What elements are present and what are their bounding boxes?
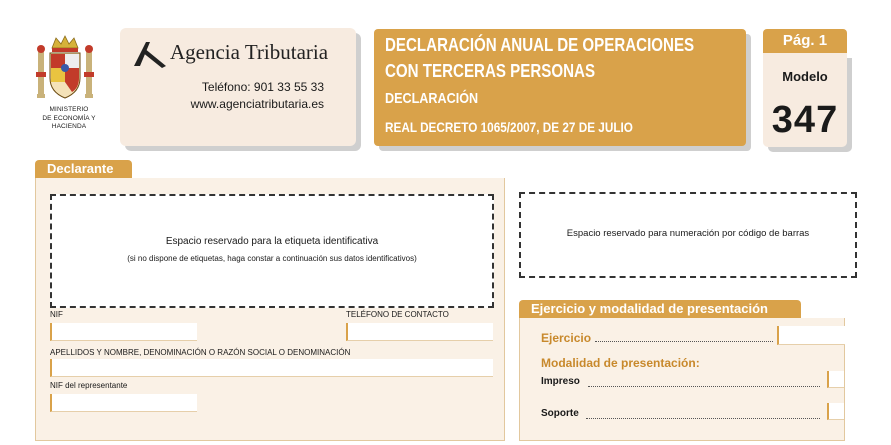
leader-dots — [586, 418, 820, 419]
rep-nif-input[interactable] — [50, 394, 197, 412]
modalidad-label: Modalidad de presentación: — [541, 356, 700, 370]
form-title-box — [374, 29, 746, 146]
agency-logo-icon — [132, 38, 168, 70]
model-number: 347 — [771, 99, 839, 141]
nif-input[interactable] — [50, 323, 197, 341]
name-input[interactable] — [50, 359, 493, 377]
agency-name: Agencia Tributaria — [170, 40, 329, 64]
agency-box — [120, 28, 356, 146]
barcode-space — [519, 192, 857, 278]
agency-phone: Teléfono: 901 33 55 33 — [201, 80, 324, 94]
phone-label: TELÉFONO DE CONTACTO — [346, 310, 449, 319]
ministry-name: MINISTERIO DE ECONOMÍA Y HACIENDA — [42, 106, 96, 130]
section-tab-declarante: Declarante — [35, 160, 132, 178]
name-label: APELLIDOS Y NOMBRE, DENOMINACIÓN O RAZÓN SOCIAL O DENOMINACIÓN — [50, 348, 351, 357]
leader-dots — [588, 386, 820, 387]
leader-dots — [595, 341, 773, 342]
section-tab-ejercicio: Ejercicio y modalidad de presentación — [519, 300, 801, 318]
agency-website: www.agenciatributaria.es — [190, 97, 324, 111]
label-space-text: Espacio reservado para la etiqueta identificativa — [165, 236, 379, 247]
soporte-label: Soporte — [541, 408, 579, 419]
label-space[interactable] — [50, 194, 494, 308]
impreso-label: Impreso — [541, 376, 580, 387]
coat-of-arms-icon — [34, 34, 96, 104]
label-space-note: (si no dispone de etiquetas, haga constar a continuación sus datos identificativos) — [127, 254, 417, 263]
rep-nif-label: NIF del representante — [50, 381, 128, 390]
ejercicio-label: Ejercicio — [541, 331, 592, 345]
legal-reference: REAL DECRETO 1065/2007, DE 27 DE JULIO — [385, 119, 633, 135]
phone-input[interactable] — [346, 323, 493, 341]
model-label: Modelo — [782, 69, 828, 84]
form-subtitle: DECLARACIÓN — [385, 90, 479, 107]
form-title-line: CON TERCERAS PERSONAS — [385, 61, 596, 81]
model-box — [763, 53, 847, 147]
ejercicio-input[interactable] — [777, 326, 845, 345]
nif-label: NIF — [50, 310, 63, 319]
form-title-line: DECLARACIÓN ANUAL DE OPERACIONES — [385, 35, 695, 55]
impreso-checkbox[interactable] — [827, 371, 844, 388]
page-number: Pág. 1 — [763, 29, 847, 53]
barcode-text: Espacio reservado para numeración por código de barras — [566, 228, 810, 239]
soporte-checkbox[interactable] — [827, 403, 844, 420]
